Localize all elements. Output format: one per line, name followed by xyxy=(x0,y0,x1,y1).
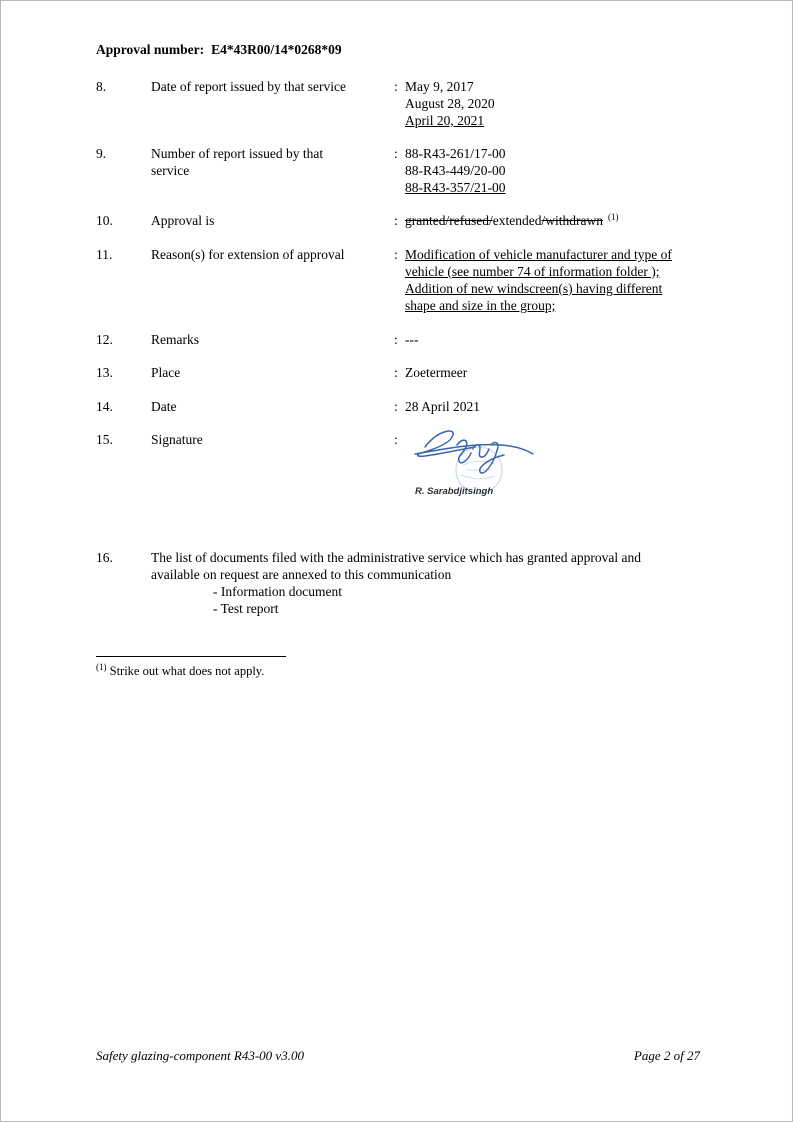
item-colon: : xyxy=(394,399,398,414)
item-colon: : xyxy=(394,365,398,380)
value-line: 88-R43-261/17-00 xyxy=(405,146,506,161)
item-label-line: service xyxy=(151,163,190,178)
item-label: Place xyxy=(151,365,181,380)
value-line-underlined: vehicle (see number 74 of information folder ); xyxy=(405,264,660,279)
footnote-text: Strike out what does not apply. xyxy=(109,664,265,678)
item-value xyxy=(405,78,495,129)
item-label: Approval is xyxy=(151,213,215,228)
item-text-line: The list of documents filed with the administrative service which has granted approval and xyxy=(151,550,641,565)
approval-number-label: Approval number: xyxy=(96,42,205,57)
item-number: 11. xyxy=(96,247,113,262)
value-line: August 28, 2020 xyxy=(405,96,495,111)
item-colon: : xyxy=(394,332,398,347)
footnote xyxy=(96,663,264,680)
value-line-underlined: Modification of vehicle manufacturer and type of xyxy=(405,247,672,262)
item-label xyxy=(151,145,394,179)
annex-list-item: - Information document xyxy=(213,584,342,599)
item-value: Zoetermeer xyxy=(405,365,468,380)
item-colon: : xyxy=(394,79,398,94)
item-number: 16. xyxy=(96,550,113,565)
item-row-9 xyxy=(96,145,506,196)
annex-list-item: - Test report xyxy=(213,601,279,616)
item-row-13 xyxy=(96,364,467,381)
item-row-16 xyxy=(96,549,751,617)
item-number: 10. xyxy=(96,213,113,228)
item-value xyxy=(405,145,506,196)
item-row-11 xyxy=(96,246,672,314)
footer-page-number: Page 2 of 27 xyxy=(633,1048,700,1063)
signature-name: R. Sarabdjitsingh xyxy=(415,486,494,497)
item-number: 15. xyxy=(96,432,113,447)
footnote-ref: (1) xyxy=(96,661,107,672)
item-number: 13. xyxy=(96,365,113,380)
item-value xyxy=(405,246,672,314)
item-colon: : xyxy=(394,247,398,262)
value-line-underlined: Addition of new windscreen(s) having different xyxy=(405,281,663,296)
item-text-line: available on request are annexed to this communication xyxy=(151,567,452,582)
item-row-12 xyxy=(96,331,419,348)
item-row-14 xyxy=(96,398,480,415)
item-number: 12. xyxy=(96,332,113,347)
value-line-underlined: April 20, 2021 xyxy=(405,113,485,128)
item-colon: : xyxy=(394,432,398,447)
item-label: Reason(s) for extension of approval xyxy=(151,247,345,262)
item-label: Date of report issued by that service xyxy=(151,79,346,94)
item-value: --- xyxy=(405,332,419,347)
item-number: 8. xyxy=(96,79,107,94)
item-number: 14. xyxy=(96,399,113,414)
signature-area xyxy=(405,431,585,509)
item-row-15 xyxy=(96,431,585,509)
item-label: Remarks xyxy=(151,332,199,347)
item-value xyxy=(405,212,618,229)
item-colon: : xyxy=(394,146,398,161)
signature-ink-icon xyxy=(415,431,533,473)
item-label-line: Number of report issued by that xyxy=(151,146,324,161)
item-text xyxy=(151,549,751,617)
footer-document-version: Safety glazing-component R43-00 v3.00 xyxy=(96,1048,304,1063)
value-line: May 9, 2017 xyxy=(405,79,474,94)
item-number: 9. xyxy=(96,146,107,161)
item-row-8 xyxy=(96,78,495,129)
struck-option: granted/refused/ xyxy=(405,213,493,228)
footnote-rule xyxy=(96,656,286,657)
page-footer xyxy=(96,1047,700,1064)
value-line: 88-R43-449/20-00 xyxy=(405,163,506,178)
item-colon: : xyxy=(394,213,398,228)
footnote-reference: (1) xyxy=(607,211,619,222)
item-row-10 xyxy=(96,212,618,229)
selected-option: extended xyxy=(492,213,542,228)
item-value: 28 April 2021 xyxy=(405,399,481,414)
struck-option: /withdrawn xyxy=(541,213,603,228)
approval-number xyxy=(96,41,342,58)
value-line-underlined: 88-R43-357/21-00 xyxy=(405,180,506,195)
item-label: Date xyxy=(151,399,177,414)
value-line-underlined: shape and size in the group; xyxy=(405,298,556,313)
approval-number-value: E4*43R00/14*0268*09 xyxy=(211,42,342,57)
item-label: Signature xyxy=(151,432,203,447)
